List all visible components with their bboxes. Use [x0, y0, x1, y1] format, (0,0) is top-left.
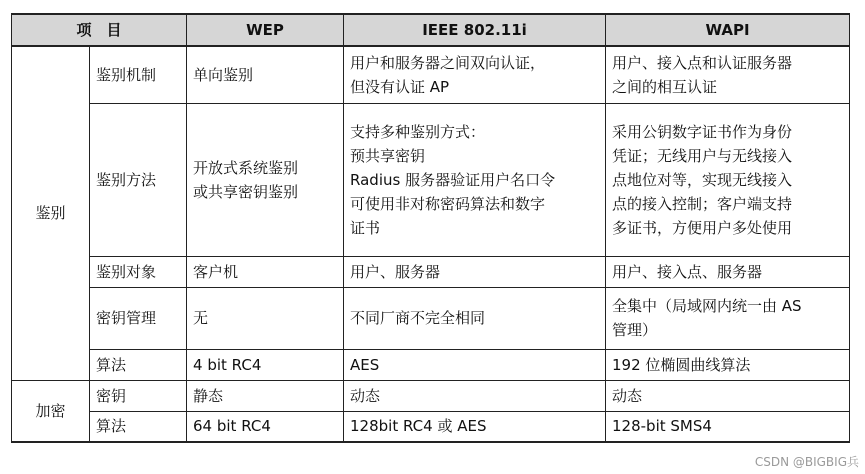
header-wep: WEP	[187, 14, 344, 46]
row-attr: 算法	[90, 411, 187, 442]
cell-wep: 开放式系统鉴别 或共享密钥鉴别	[187, 103, 344, 256]
table-row	[12, 411, 850, 442]
cell-ieee: 128bit RC4 或 AES	[344, 411, 606, 442]
cell-wep: 单向鉴别	[187, 46, 344, 103]
cell-ieee: 支持多种鉴别方式： 预共享密钥 Radius 服务器验证用户名口令 可使用非对称密码算法和数字 证书	[344, 103, 606, 256]
row-attr: 算法	[90, 349, 187, 380]
cell-wapi: 128-bit SMS4	[606, 411, 850, 442]
cell-ieee: 动态	[344, 380, 606, 411]
cropped-caption-strip	[0, 0, 865, 13]
cell-wapi: 192 位椭圆曲线算法	[606, 349, 850, 380]
table-row	[12, 380, 850, 411]
cell-wapi: 用户、接入点、服务器	[606, 256, 850, 287]
group-enc: 加密	[12, 380, 90, 442]
cell-wapi: 用户、接入点和认证服务器 之间的相互认证	[606, 46, 850, 103]
cell-ieee: 用户和服务器之间双向认证， 但没有认证 AP	[344, 46, 606, 103]
row-attr: 密钥	[90, 380, 187, 411]
cell-ieee: 用户、服务器	[344, 256, 606, 287]
watermark: CSDN @BIGBIG兵	[754, 455, 859, 469]
header-row	[12, 14, 850, 46]
row-attr: 鉴别对象	[90, 256, 187, 287]
cell-wapi: 采用公钥数字证书作为身份 凭证；无线用户与无线接入 点地位对等，实现无线接入 点的接入控制；客户端支持 多证书，方便用户多处使用	[606, 103, 850, 256]
row-attr: 鉴别机制	[90, 46, 187, 103]
cell-wep: 64 bit RC4	[187, 411, 344, 442]
header-item: 项 目	[12, 14, 187, 46]
row-attr: 密钥管理	[90, 287, 187, 349]
table-row	[12, 349, 850, 380]
table-row	[12, 103, 850, 256]
cell-wep: 静态	[187, 380, 344, 411]
header-ieee: IEEE 802.11i	[344, 14, 606, 46]
table-row	[12, 287, 850, 349]
comparison-table	[11, 13, 850, 443]
table-row	[12, 256, 850, 287]
cell-wep: 4 bit RC4	[187, 349, 344, 380]
cell-ieee: AES	[344, 349, 606, 380]
cell-ieee: 不同厂商不完全相同	[344, 287, 606, 349]
cell-wapi: 全集中（局域网内统一由 AS 管理）	[606, 287, 850, 349]
cell-wep: 无	[187, 287, 344, 349]
cell-wep: 客户机	[187, 256, 344, 287]
group-auth: 鉴别	[12, 46, 90, 380]
cell-wapi: 动态	[606, 380, 850, 411]
row-attr: 鉴别方法	[90, 103, 187, 256]
header-wapi: WAPI	[606, 14, 850, 46]
table-row	[12, 46, 850, 103]
